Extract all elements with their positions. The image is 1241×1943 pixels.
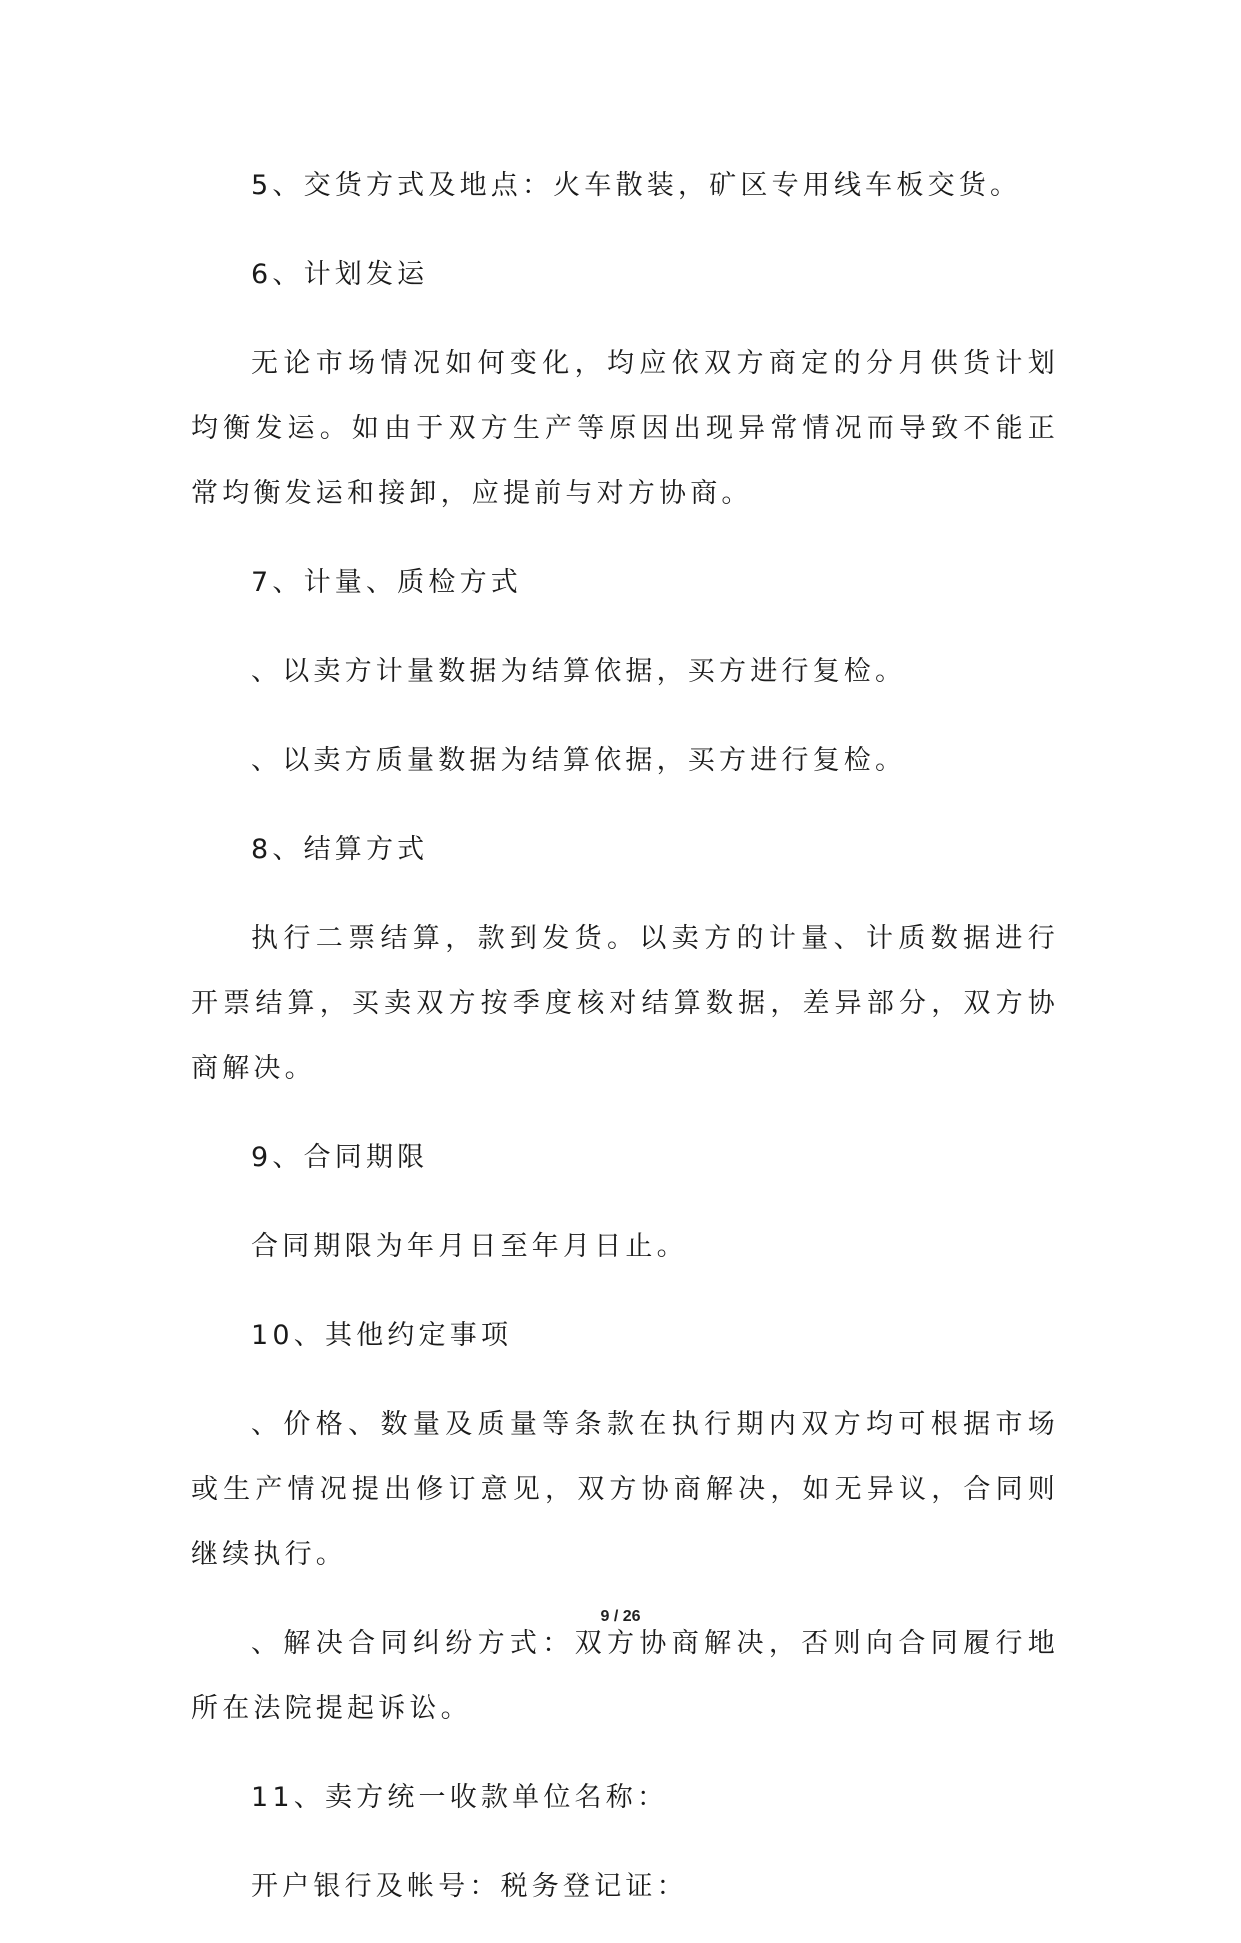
clause-11-body: 开户银行及帐号：税务登记证： xyxy=(251,1871,688,1902)
clause-7-item-1: 、以卖方计量数据为结算依据，买方进行复检。 xyxy=(251,656,907,687)
page-number: 9 / 26 xyxy=(600,1608,641,1625)
clause-10-item-2: 、解决合同纠纷方式：双方协商解决，否则向合同履行地所在法院提起诉讼。 xyxy=(191,1628,1059,1724)
clause-8-heading: 8、结算方式 xyxy=(251,834,429,865)
clause-7-heading: 7、计量、质检方式 xyxy=(251,567,522,598)
clause-6-body: 无论市场情况如何变化，均应依双方商定的分月供货计划均衡发运。如由于双方生产等原因出现异常情况而导致不能正常均衡发运和接卸，应提前与对方协商。 xyxy=(191,348,1059,509)
clause-5-delivery: 5、交货方式及地点：火车散装，矿区专用线车板交货。 xyxy=(251,170,1022,201)
clause-9-body: 合同期限为年月日至年月日止。 xyxy=(251,1231,688,1262)
clause-11-heading: 11、卖方统一收款单位名称： xyxy=(251,1782,669,1813)
clause-9-heading: 9、合同期限 xyxy=(251,1142,429,1173)
clause-7-item-2: 、以卖方质量数据为结算依据，买方进行复检。 xyxy=(251,745,907,776)
clause-10-item-1: 、价格、数量及质量等条款在执行期内双方均可根据市场或生产情况提出修订意见，双方协商解决，如无异议，合同则继续执行。 xyxy=(191,1409,1059,1570)
clause-6-heading: 6、计划发运 xyxy=(251,259,429,290)
clause-10-heading: 10、其他约定事项 xyxy=(251,1320,513,1351)
document-body xyxy=(191,153,1059,1943)
clause-8-body: 执行二票结算，款到发货。以卖方的计量、计质数据进行开票结算，买卖双方按季度核对结算数据，差异部分，双方协商解决。 xyxy=(191,923,1059,1084)
